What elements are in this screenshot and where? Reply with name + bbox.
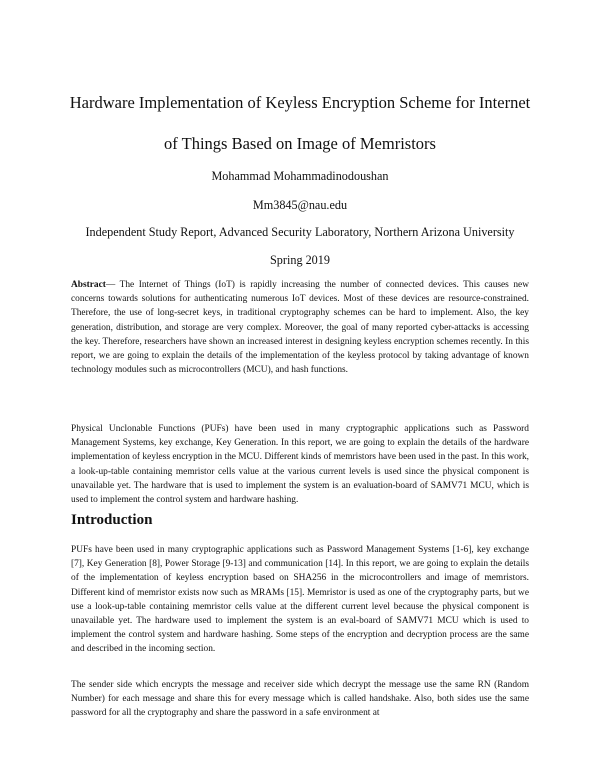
paper-title-line-2: of Things Based on Image of Memristors xyxy=(164,134,436,153)
author-email: Mm3845@nau.edu xyxy=(252,198,348,212)
abstract-paragraph-2: Physical Unclonable Functions (PUFs) have been used in many cryptographic applications such as Password Management Systems, key exchange, Key Generation. In this report, we are going to explain the details of the hardware implementation of keyless encryption in the MCU. Different kinds of memristors have been used in the past. In this work, a look-up-table containing memristor cells value at the various current levels is used since the physical component is unavailable yet. The hardware that is used to implement the system is an evaluation-board of SAMV71 MCU, which is used to implement the control system and hardware hashing. xyxy=(71,424,529,506)
abstract-label: Abstract xyxy=(71,280,106,290)
publication-date: Spring 2019 xyxy=(270,253,330,267)
introduction-paragraph-1: PUFs have been used in many cryptographic applications such as Password Management Systems [1-6], key exchange [7], Key Generation [8], Power Storage [9-13] and communication [14]. In this report, we are going to explain the details of the implementation of keyless encryption based on SHA256 in the microcontrollers and image of memristors. Different kind of memristor exists now such as MRAMs [15]. Memristor is used as one of the cryptography parts, but we use a look-up-table containing memristor cells value at the different current level because the physical component is unavailable yet. The hardware used to implement the system is an eval-board of SAMV71 MCU which is used to implement the control system and hardware hashing. Some steps of the encryption and decryption process are the same and described in the incoming section. xyxy=(71,545,529,655)
paper-title-line-1: Hardware Implementation of Keyless Encryption Scheme for Internet xyxy=(69,93,531,112)
introduction-paragraph-2: The sender side which encrypts the message and receiver side which decrypt the message use the same RN (Random Number) for each message and share this for every message which is called handshake. Also, both sides use the same password for all the cryptography and share the password in a safe environment at xyxy=(71,680,529,719)
author-affiliation: Independent Study Report, Advanced Security Laboratory, Northern Arizona University xyxy=(85,225,515,239)
section-heading-introduction: Introduction xyxy=(71,512,153,528)
author-name: Mohammad Mohammadinodoushan xyxy=(211,169,389,183)
abstract-paragraph xyxy=(71,278,529,377)
abstract-dash: — xyxy=(105,280,120,290)
abstract-text: The Internet of Things (IoT) is rapidly increasing the number of connected devices. This causes new concerns towards solutions for authenticating numerous IoT devices. Most of these devices are resource-constrained. Therefore, the use of long-secret keys, in traditional cryptography schemes can be hard to implement. Also, the key generation, distribution, and storage are very complex. Moreover, the goal of many reported cyber-attacks is accessing the key. Therefore, researchers have shown an increased interest in designing keyless encryption schemes recently. In this report, we are going to explain the details of the implementation of the keyless protocol by taking advantage of known technology modules such as microcontrollers (MCU), and hash functions. xyxy=(71,280,529,376)
